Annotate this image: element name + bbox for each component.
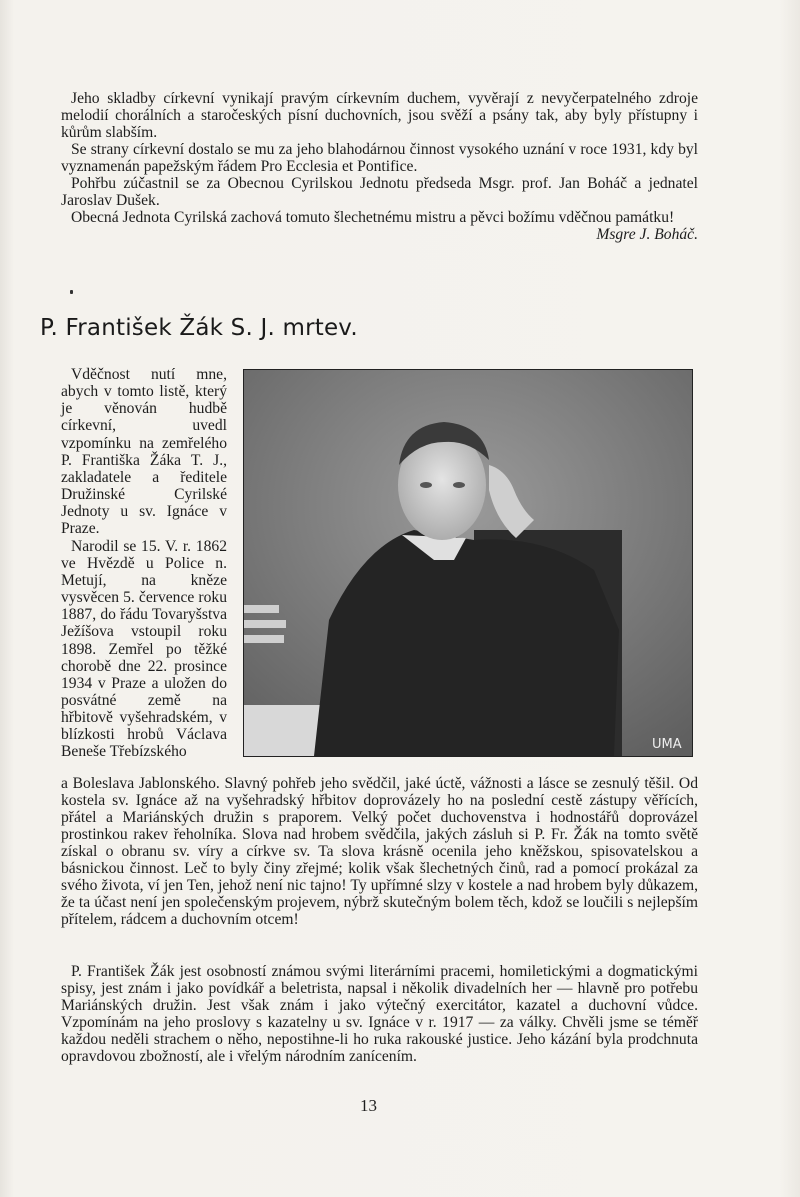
- page-number: 13: [360, 1096, 377, 1115]
- portrait-photo-icon: [244, 370, 692, 756]
- photographer-monogram: UMA: [652, 737, 682, 752]
- paragraph: Obecná Jednota Cyrilská zachová tomuto šlechetnému mistru a pěvci božímu vděčnou památku!: [71, 209, 675, 226]
- portrait-photo: [243, 369, 693, 757]
- paragraph: Vděčnost nutí mne, abych v tomto listě, který je věnován hudbě církevní, uvedl vzpomínku na zemřelého P. Františka Žáka T. J., zakladatele a ředitele Družinské Cyrilské Jednoty u sv. Ignáce v Praze.: [61, 366, 227, 538]
- ink-speck: [70, 290, 73, 294]
- paragraph: Jeho skladby církevní vynikají pravým církevním duchem, vyvěrají z nevyčerpatelného zdroje melodií chorálních a staročeských písní duchovních, jsou svěží a psány tak, aby byly přístupny i kůrům slabším.: [61, 90, 698, 141]
- signature-line: [61, 226, 698, 243]
- paragraph: Narodil se 15. V. r. 1862 ve Hvězdě u Police n. Metují, na kněze vysvěcen 5. července roku 1887, do řádu Tovaryšstva Ježíšova vstoupil roku 1898. Zemřel po těžké chorobě dne 22. prosince 1934 v Praze a uložen do posvátné země na hřbitově vyšehradském, v blízkosti hrobů Václava Beneše Třebízského: [61, 537, 227, 761]
- paragraph: Se strany církevní dostalo se mu za jeho blahodárnou činnost vysokého uznání v roce 1931, kdy byl vyznamenán papežským řádem Pro Ecclesia et Pontifice.: [61, 141, 698, 175]
- article-side-column: [61, 366, 227, 761]
- article-body-final: [61, 963, 698, 1065]
- paragraph: P. František Žák jest osobností známou svými literárními pracemi, homiletickými a dogmatickými spisy, jest znám i jako povídkář a beletrista, napsal i několik divadelních her — hlavně pro potřebu Mariánských družin. Jest však znám i jako výtečný exercitátor, kazatel a duchovní vůdce. Vzpomínám na jeho proslovy s kazatelny u sv. Ignáce v r. 1917 — za války. Chvěli jsme se téměř každou neděli strachem o něho, nepostihne-li ho ruka rakouské justice. Jeho kázání byla prodchnuta opravdovou zbožností, ale i vřelým národním zanícením.: [61, 963, 698, 1065]
- paragraph: a Boleslava Jablonského. Slavný pohřeb jeho svědčil, jaké úctě, vážnosti a lásce se zesnulý těšil. Od kostela sv. Ignáce až na vyšehradský hřbitov doprovázely ho na poslední cestě zástupy věřících, přátel a Mariánských družin s praporem. Velký počet duchovenstva i hodnostářů doprovázel prostinkou rakev řeholníka. Slova nad hrobem svědčila, jakých zásluh si P. Fr. Žák na tomto světě získal o obranu sv. víry a církve sv. Ta slova krásně ocenila jeho kněžskou, spisovatelskou a básnickou činnost. Leč to byly činy zřejmé; kolik však šlechetných činů, rad a pomocí prokázal za svého života, ví jen Ten, jehož není nic tajno! Ty upřímné slzy v kostele a nad hrobem byly důkazem, že ta účast není jen společenským projevem, nýbrž skutečným bolem těch, kdož se loučili s nejlepším přítelem, rádcem a duchovním otcem!: [61, 775, 698, 928]
- obituary-closing-section: [61, 90, 698, 243]
- signature: Msgre J. Boháč.: [596, 226, 698, 243]
- article-body: [61, 775, 698, 928]
- article-title: P. František Žák S. J. mrtev.: [40, 315, 358, 341]
- paragraph: Pohřbu zúčastnil se za Obecnou Cyrilskou Jednotu předseda Msgr. prof. Jan Boháč a jednatel Jaroslav Dušek.: [61, 175, 698, 209]
